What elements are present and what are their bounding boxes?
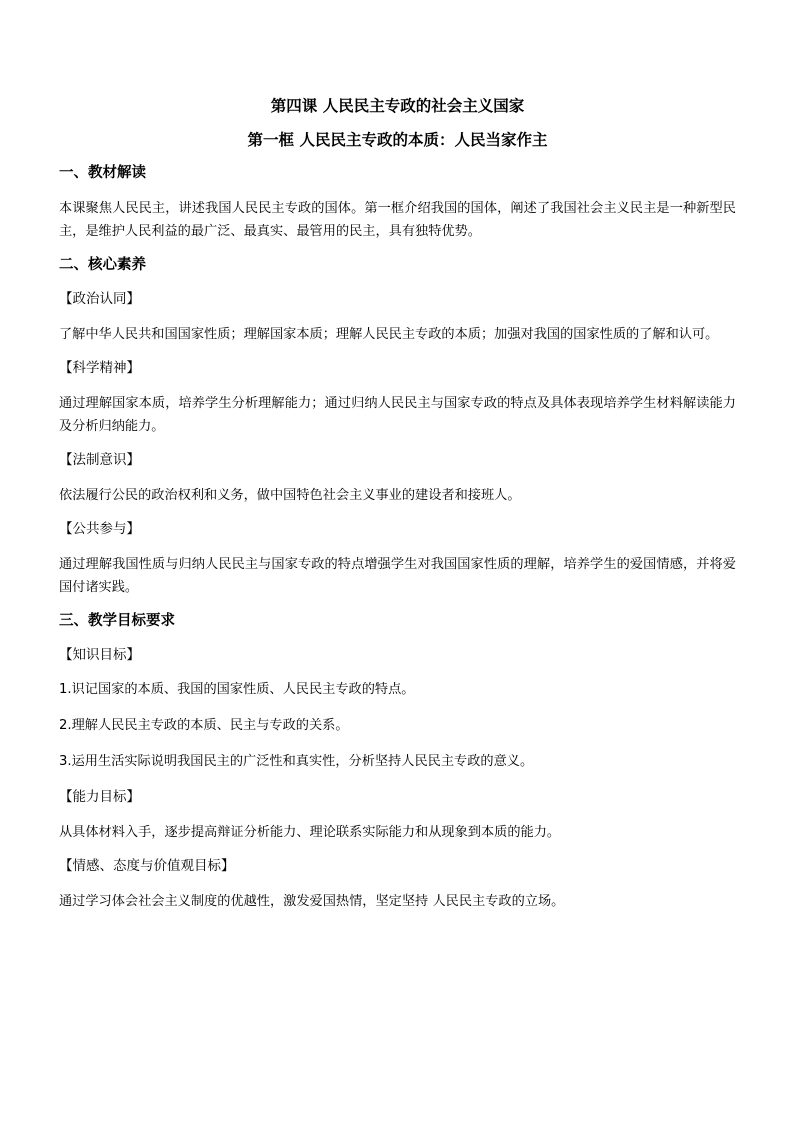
- paragraph: 依法履行公民的政治权利和义务，做中国特色社会主义事业的建设者和接班人。: [59, 488, 521, 503]
- subheading-scientific-spirit: 【科学精神】: [59, 360, 140, 376]
- section-heading: 一、教材解读: [59, 165, 146, 181]
- list-item: 3.运用生活实际说明我国民主的广泛性和真实性，分析坚持人民民主专政的意义。: [59, 754, 534, 769]
- paragraph: 通过学习体会社会主义制度的优越性，激发爱国热情，坚定坚持 人民民主专政的立场。: [59, 894, 565, 909]
- section-core-literacy: [59, 255, 736, 599]
- subheading-emotion-objectives: 【情感、态度与价值观目标】: [59, 858, 235, 874]
- subheading-legal-awareness: 【法制意识】: [59, 452, 140, 468]
- section-textbook-reading: [59, 163, 736, 243]
- subheading-political-identity: 【政治认同】: [59, 291, 140, 307]
- list-item: 2.理解人民民主专政的本质、民主与专政的关系。: [59, 718, 349, 733]
- paragraph: 从具体材料入手，逐步提高辩证分析能力、理论联系实际能力和从现象到本质的能力。: [59, 825, 561, 840]
- paragraph: 本课聚焦人民民主，讲述我国人民民主专政的国体。第一框介绍我国的国体，阐述了我国社会主义民主是一种新型民主，是维护人民利益的最广泛、最真实、最管用的民主，具有独特优势。: [59, 201, 736, 239]
- section-heading: 二、核心素养: [59, 257, 146, 273]
- section-heading: 三、教学目标要求: [59, 613, 175, 629]
- paragraph: 了解中华人民共和国国家性质；理解国家本质；理解人民民主专政的本质；加强对我国的国家性质的了解和认可。: [59, 327, 719, 342]
- paragraph: 通过理解我国性质与归纳人民民主与国家专政的特点增强学生对我国国家性质的理解，培养学生的爱国情感，并将爱国付诸实践。: [59, 557, 736, 595]
- subheading-ability-objectives: 【能力目标】: [59, 789, 140, 805]
- subheading-knowledge-objectives: 【知识目标】: [59, 647, 140, 663]
- section-title: 第一框 人民民主专政的本质：人民当家作主: [247, 131, 548, 149]
- lesson-title: 第四课 人民民主专政的社会主义国家: [270, 97, 525, 115]
- paragraph: 通过理解国家本质，培养学生分析理解能力；通过归纳人民民主与国家专政的特点及具体表现培养学生材料解读能力及分析归纳能力。: [59, 396, 736, 434]
- subheading-public-participation: 【公共参与】: [59, 521, 140, 537]
- section-teaching-objectives: [59, 611, 736, 913]
- list-item: 1.识记国家的本质、我国的国家性质、人民民主专政的特点。: [59, 682, 415, 697]
